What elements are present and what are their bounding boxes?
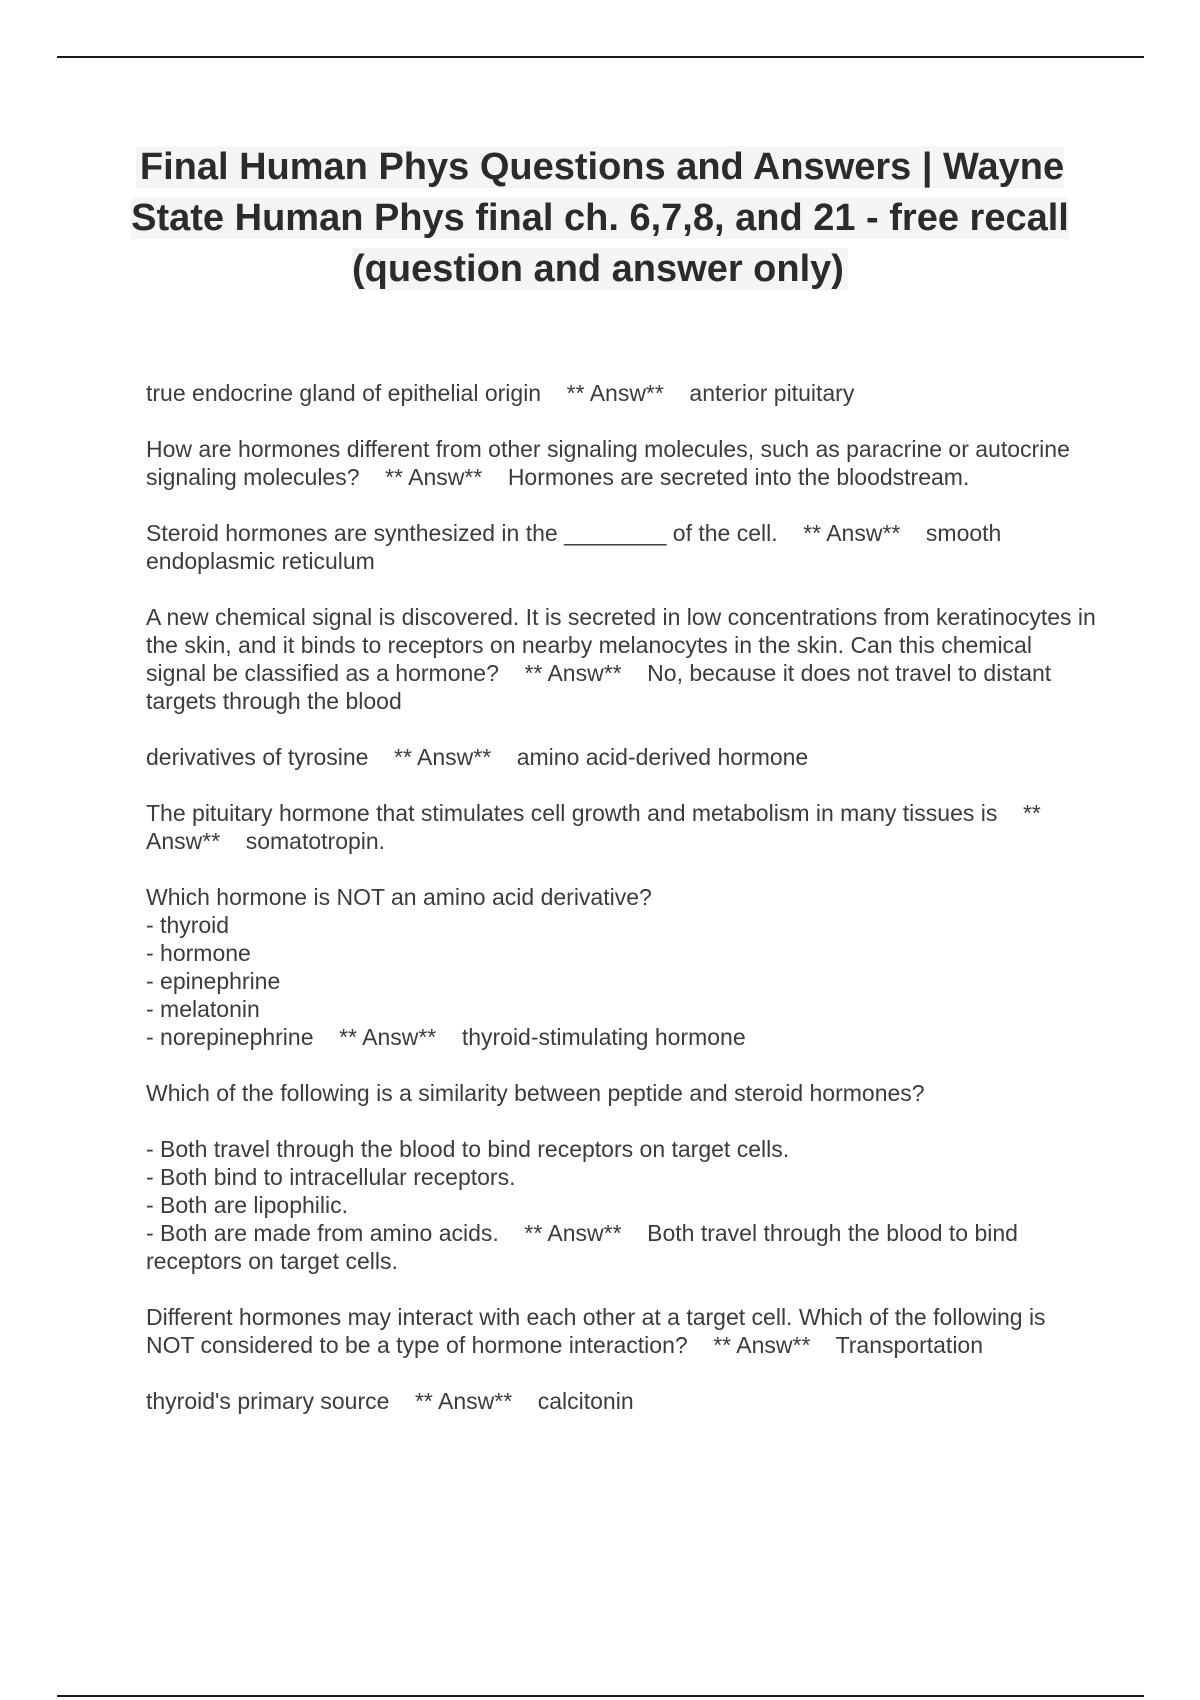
answer-text: Both travel through the blood to bind receptors on target cells. [146, 1220, 1025, 1274]
answer-text: smooth endoplasmic reticulum [146, 520, 1008, 574]
answer-separator: ** Answ** [566, 380, 664, 406]
answer-separator: ** Answ** [524, 1220, 622, 1246]
question-text: Steroid hormones are synthesized in the ________ of the cell. [146, 520, 778, 546]
question-text: true endocrine gland of epithelial origin [146, 380, 542, 406]
answer-separator: ** Answ** [713, 1332, 811, 1358]
answer-separator: ** Answ** [524, 660, 622, 686]
qa-item [146, 799, 1096, 855]
answer-text: calcitonin [537, 1388, 634, 1414]
qa-item [146, 379, 1096, 407]
question-text: A new chemical signal is discovered. It is secreted in low concentrations from keratinocytes in the skin, and it binds to receptors on nearby melanocytes in the skin. Can this chemical signal be classified as a hormone? [146, 604, 1103, 686]
answer-text: Hormones are secreted into the bloodstream. [507, 464, 970, 490]
answer-text: Transportation [835, 1332, 984, 1358]
question-text: Which hormone is NOT an amino acid derivative? - thyroid - hormone - epinephrine - melatonin - norepinephrine [146, 884, 652, 1050]
answer-text: amino acid-derived hormone [516, 744, 809, 770]
answer-separator: ** Answ** [394, 744, 492, 770]
question-text: How are hormones different from other signaling molecules, such as paracrine or autocrine signaling molecules? [146, 436, 1077, 490]
answer-separator: ** Answ** [146, 800, 1046, 854]
qa-item [146, 435, 1096, 491]
document-title-text: Final Human Phys Questions and Answers | Wayne State Human Phys final ch. 6,7,8, and 21 - free recall (question and answer only) [131, 146, 1069, 290]
answer-separator: ** Answ** [414, 1388, 513, 1414]
answer-text: somatotropin. [245, 828, 386, 854]
qa-list [146, 379, 1103, 1443]
qa-item [146, 603, 1103, 715]
qa-item [146, 1303, 1096, 1359]
question-text: thyroid's primary source [146, 1388, 390, 1414]
question-text: The pituitary hormone that stimulates cell growth and metabolism in many tissues is [146, 800, 998, 826]
question-text: derivatives of tyrosine [146, 744, 369, 770]
document-title [100, 142, 1100, 295]
bottom-rule [57, 1695, 1144, 1697]
answer-text: thyroid-stimulating hormone [461, 1024, 746, 1050]
qa-item [146, 883, 1096, 1051]
answer-separator: ** Answ** [339, 1024, 437, 1050]
qa-item [146, 1387, 1096, 1415]
qa-item [146, 519, 1096, 575]
answer-text: anterior pituitary [689, 380, 855, 406]
question-text: Different hormones may interact with each other at a target cell. Which of the following is NOT considered to be a type of hormone interaction? [146, 1304, 1052, 1358]
answer-text: No, because it does not travel to distant targets through the blood [146, 660, 1058, 714]
qa-item [146, 743, 1096, 771]
qa-item [146, 1079, 1096, 1275]
answer-separator: ** Answ** [385, 464, 483, 490]
top-rule [57, 56, 1144, 58]
answer-separator: ** Answ** [803, 520, 901, 546]
question-text: Which of the following is a similarity between peptide and steroid hormones? - Both travel through the blood to bind receptors on target cells. - Both bind to intracellular receptors. - Both are lipophilic. - Both are made from amino acids. [146, 1080, 925, 1246]
